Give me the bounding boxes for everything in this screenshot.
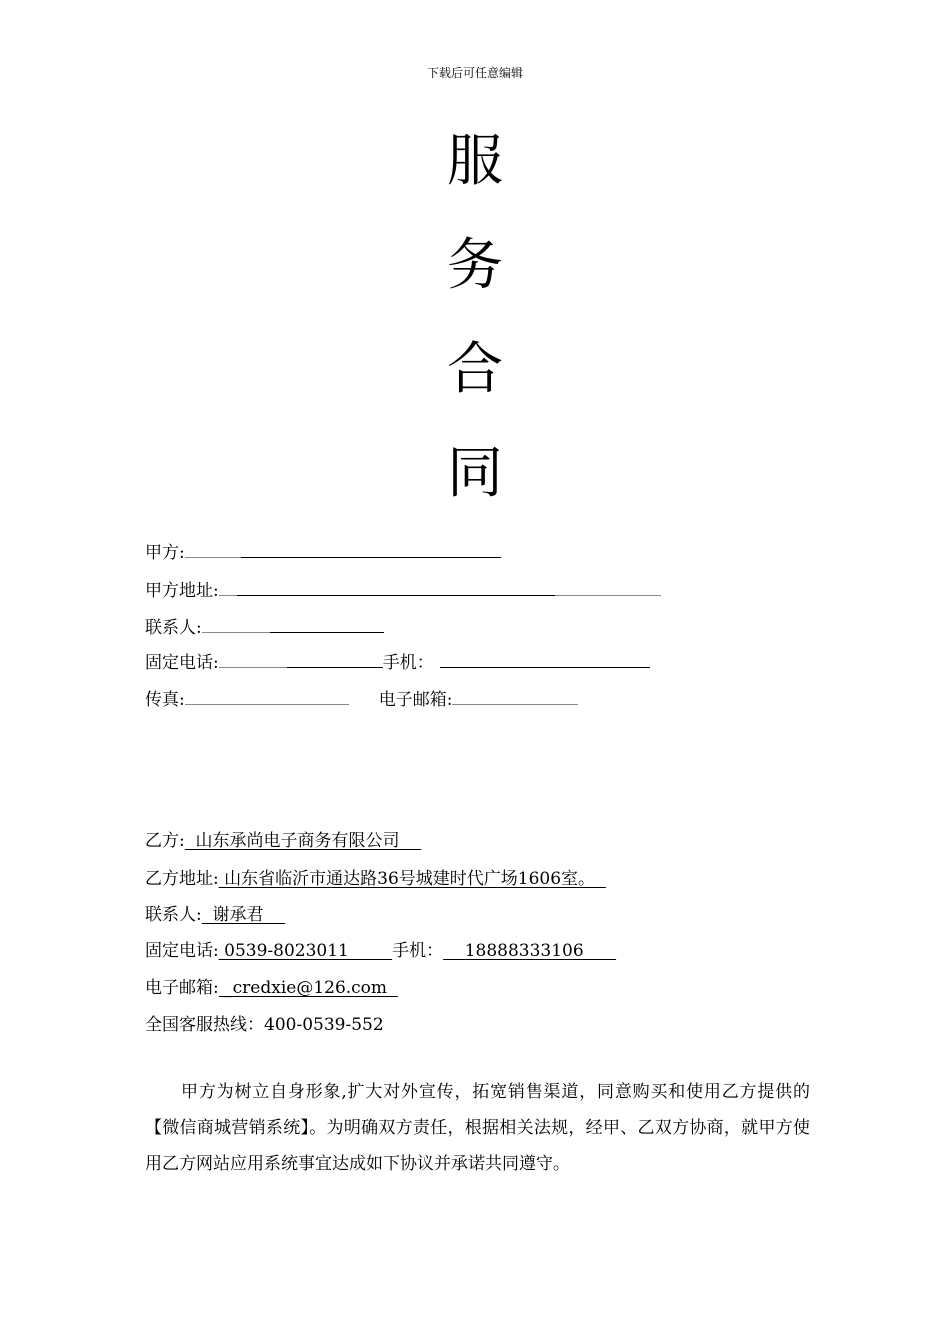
party-a-phone-blank-1: [219, 650, 287, 668]
party-a-email-blank: [452, 687, 578, 705]
party-b-address-value: 山东省临沂市通达路36号城建时代广场1606室。: [218, 869, 606, 889]
title-char-1: 服: [447, 129, 503, 194]
party-b-mobile-value: 18888333106: [443, 941, 617, 961]
party-b-address-label: 乙方地址:: [145, 869, 219, 889]
title-char-3: 合: [447, 337, 503, 402]
party-a-contact-line: [145, 615, 384, 639]
party-b-email-value: _credxie@126.com: [218, 978, 398, 998]
party-a-contact-blank-2: [270, 615, 384, 633]
party-b-hotline-line: [145, 1014, 384, 1036]
party-b-email-line: [145, 977, 398, 999]
party-b-mobile-label: 手机：: [392, 941, 444, 961]
party-b-hotline-label: 全国客服热线：: [145, 1015, 264, 1035]
party-b-address-line: [145, 868, 606, 890]
party-b-name-value: 山东承尚电子商务有限公司: [184, 831, 422, 851]
intro-paragraph: 甲方为树立自身形象,扩大对外宣传，拓宽销售渠道，同意购买和使用乙方提供的【微信商城营销系统】。为明确双方责任，根据相关法规，经甲、乙双方协商，就甲方使用乙方网站应用系统事宜达成如下协议并承诺共同遵守。: [145, 1082, 810, 1174]
title-char-2: 务: [447, 233, 503, 298]
party-a-email-label: 电子邮箱:: [378, 690, 453, 710]
party-b-name-line: [145, 830, 421, 852]
party-a-name-blank-2: [241, 540, 501, 558]
party-a-phone-line: [145, 650, 650, 674]
party-a-name-blank-1: [185, 540, 241, 558]
party-b-phone-line: [145, 940, 616, 962]
party-b-name-label: 乙方:: [145, 831, 185, 851]
party-a-phone-blank-2: [287, 650, 383, 668]
party-b-contact-label: 联系人:: [145, 905, 202, 925]
party-a-fax-label: 传真:: [145, 690, 185, 710]
party-a-name-line: [145, 540, 501, 564]
header-note: 下载后可任意编辑: [426, 66, 523, 80]
party-b-phone-value: 0539-8023011: [218, 941, 393, 961]
party-a-contact-label: 联系人:: [145, 618, 202, 638]
party-a-address-blank-3: [555, 578, 661, 596]
party-a-mobile-label: 手机：: [382, 653, 434, 673]
party-a-fax-blank: [185, 687, 349, 705]
party-b-hotline-value: 400-0539-552: [264, 1015, 384, 1035]
party-b-contact-value: 谢承君: [201, 905, 286, 925]
party-b-phone-label: 固定电话:: [145, 941, 219, 961]
party-a-phone-label: 固定电话:: [145, 653, 219, 673]
party-a-fax-line: [145, 687, 578, 711]
party-a-name-label: 甲方:: [145, 543, 185, 563]
title-char-4: 同: [447, 441, 503, 506]
party-a-contact-blank-1: [202, 615, 270, 633]
party-a-address-blank-1: [219, 578, 237, 596]
party-a-address-line: [145, 578, 661, 602]
party-a-address-label: 甲方地址:: [145, 581, 219, 601]
party-a-address-blank-2: [237, 578, 555, 596]
party-b-contact-line: [145, 904, 285, 926]
party-a-mobile-blank: [440, 650, 650, 668]
party-b-email-label: 电子邮箱:: [145, 978, 219, 998]
